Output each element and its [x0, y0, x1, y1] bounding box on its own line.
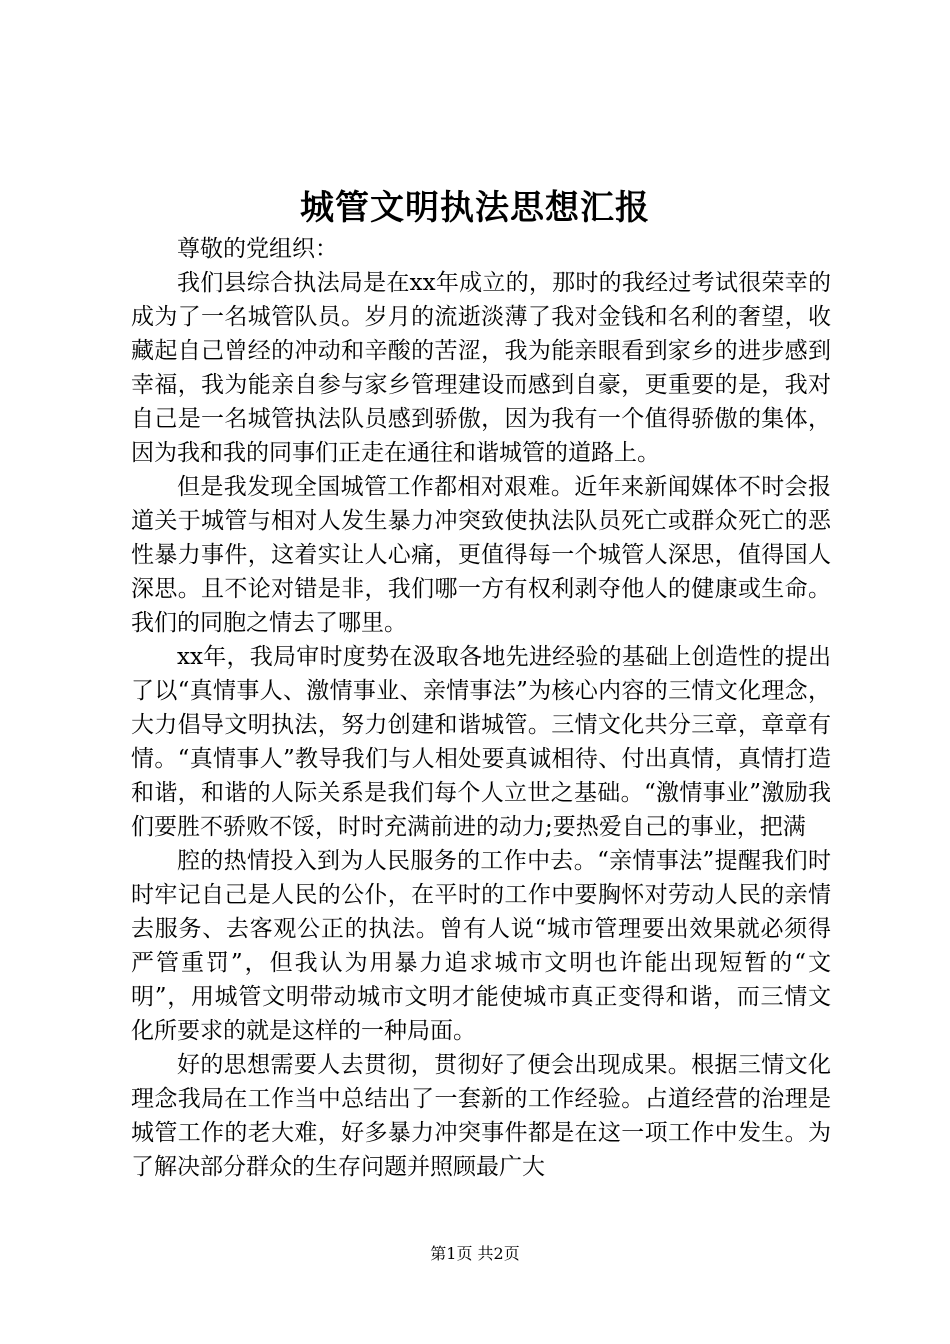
paragraph-4: 腔的热情投入到为人民服务的工作中去。“亲情事法”提醒我们时时牢记自己是人民的公仆，在平时的工作中要胸怀对劳动人民的亲情去服务、去客观公正的执法。曾有人说“城市管理要出效果就必须得严管重罚”，但我认为用暴力追求城市文明也许能出现短暂的“文明”，用城管文明带动城市文明才能使城市真正变得和谐，而三情文化所要求的就是这样的一种局面。 — [131, 848, 831, 1044]
page-indicator: 第1页 共2页 — [430, 1244, 520, 1263]
document-title: 城管文明执法思想汇报 — [300, 188, 650, 228]
document-body — [131, 232, 831, 1184]
paragraph-2: 但是我发现全国城管工作都相对艰难。近年来新闻媒体不时会报道关于城管与相对人发生暴力冲突致使执法队员死亡或群众死亡的恶性暴力事件，这着实让人心痛，更值得每一个城管人深思，值得国人深思。且不论对错是非，我们哪一方有权利剥夺他人的健康或生命。我们的同胞之情去了哪里。 — [131, 474, 831, 636]
paragraph-1: 我们县综合执法局是在xx年成立的，那时的我经过考试很荣幸的成为了一名城管队员。岁月的流逝淡薄了我对金钱和名利的奢望，收藏起自己曾经的冲动和辛酸的苦涩，我为能亲眼看到家乡的进步感到幸福，我为能亲自参与家乡管理建设而感到自豪，更重要的是，我对自己是一名城管执法队员感到骄傲，因为我有一个值得骄傲的集体，因为我和我的同事们正走在通往和谐城管的道路上。 — [131, 270, 831, 466]
paragraph-5: 好的思想需要人去贯彻，贯彻好了便会出现成果。根据三情文化理念我局在工作当中总结出了一套新的工作经验。占道经营的治理是城管工作的老大难，好多暴力冲突事件都是在这一项工作中发生。为了解决部分群众的生存问题并照顾最广大 — [131, 1052, 831, 1180]
paragraph-3: xx年，我局审时度势在汲取各地先进经验的基础上创造性的提出了以“真情事人、激情事业、亲情事法”为核心内容的三情文化理念，大力倡导文明执法，努力创建和谐城管。三情文化共分三章，章章有情。“真情事人”教导我们与人相处要真诚相待、付出真情，真情打造和谐，和谐的人际关系是我们每个人立世之基础。“激情事业”激励我们要胜不骄败不馁，时时充满前进的动力;要热爱自己的事业，把满 — [131, 644, 831, 840]
salutation: 尊敬的党组织： — [177, 236, 338, 262]
